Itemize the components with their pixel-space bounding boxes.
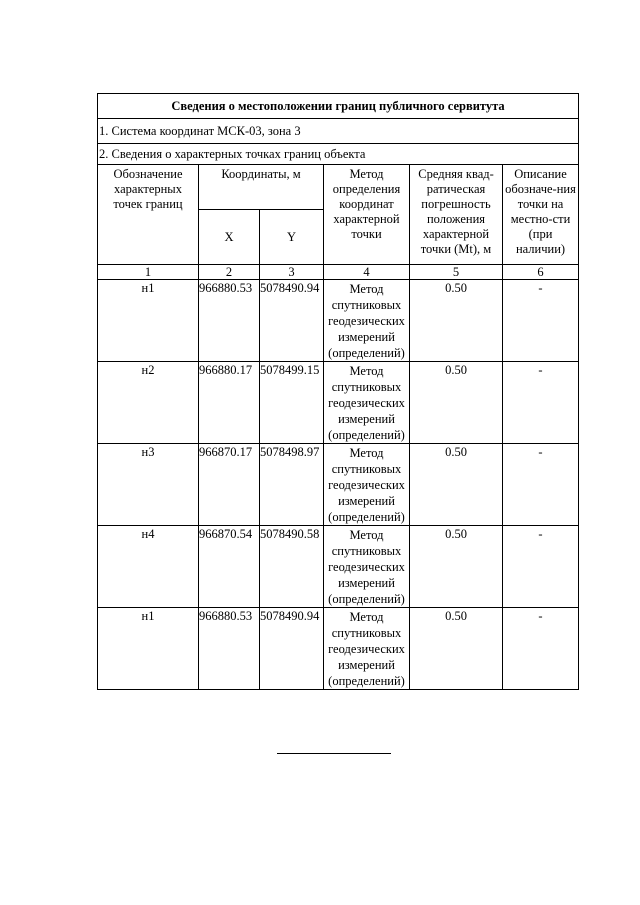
point-name: н2 (98, 362, 199, 444)
table-title: Сведения о местоположении границ публичного сервитута (98, 94, 579, 119)
point-name: н3 (98, 444, 199, 526)
accuracy-value: 0.50 (410, 444, 503, 526)
column-number: 1 (98, 265, 199, 280)
signature-line (277, 753, 391, 754)
y-coordinate: 5078490.94 (260, 280, 324, 362)
method-text: Метод спутниковых геодезических измерений (определений) (324, 608, 410, 690)
header-accuracy: Средняя квад-ратическая погрешность положения характерной точки (Mt), м (410, 165, 503, 265)
header-coordinates: Координаты, м (199, 165, 324, 210)
y-coordinate: 5078498.97 (260, 444, 324, 526)
table-row (98, 608, 579, 690)
header-method: Метод определения координат характерной точки (324, 165, 410, 265)
header-x: X (199, 210, 260, 265)
column-number: 6 (503, 265, 579, 280)
method-text: Метод спутниковых геодезических измерений (определений) (324, 362, 410, 444)
accuracy-value: 0.50 (410, 526, 503, 608)
table-row (98, 362, 579, 444)
column-number-row (98, 265, 579, 280)
column-number: 3 (260, 265, 324, 280)
x-coordinate: 966880.53 (199, 608, 260, 690)
column-number: 5 (410, 265, 503, 280)
point-name: н4 (98, 526, 199, 608)
header-description: Описание обозначе-ния точки на местно-сти (при наличии) (503, 165, 579, 265)
header-y: Y (260, 210, 324, 265)
accuracy-value: 0.50 (410, 608, 503, 690)
point-description: - (503, 526, 579, 608)
accuracy-value: 0.50 (410, 280, 503, 362)
y-coordinate: 5078490.94 (260, 608, 324, 690)
x-coordinate: 966880.17 (199, 362, 260, 444)
servitude-boundary-table (97, 93, 579, 690)
accuracy-value: 0.50 (410, 362, 503, 444)
point-description: - (503, 608, 579, 690)
x-coordinate: 966870.54 (199, 526, 260, 608)
point-description: - (503, 362, 579, 444)
header-point-designation: Обозначение характерных точек границ (98, 165, 199, 265)
characteristic-points-heading: 2. Сведения о характерных точках границ объекта (98, 144, 579, 165)
method-text: Метод спутниковых геодезических измерений (определений) (324, 280, 410, 362)
x-coordinate: 966870.17 (199, 444, 260, 526)
column-number: 4 (324, 265, 410, 280)
table-row (98, 280, 579, 362)
point-description: - (503, 444, 579, 526)
y-coordinate: 5078490.58 (260, 526, 324, 608)
table-row (98, 444, 579, 526)
point-description: - (503, 280, 579, 362)
coordinate-system-line: 1. Система координат МСК-03, зона 3 (98, 119, 579, 144)
point-name: н1 (98, 608, 199, 690)
y-coordinate: 5078499.15 (260, 362, 324, 444)
method-text: Метод спутниковых геодезических измерений (определений) (324, 444, 410, 526)
x-coordinate: 966880.53 (199, 280, 260, 362)
method-text: Метод спутниковых геодезических измерений (определений) (324, 526, 410, 608)
column-number: 2 (199, 265, 260, 280)
point-name: н1 (98, 280, 199, 362)
table-row (98, 526, 579, 608)
